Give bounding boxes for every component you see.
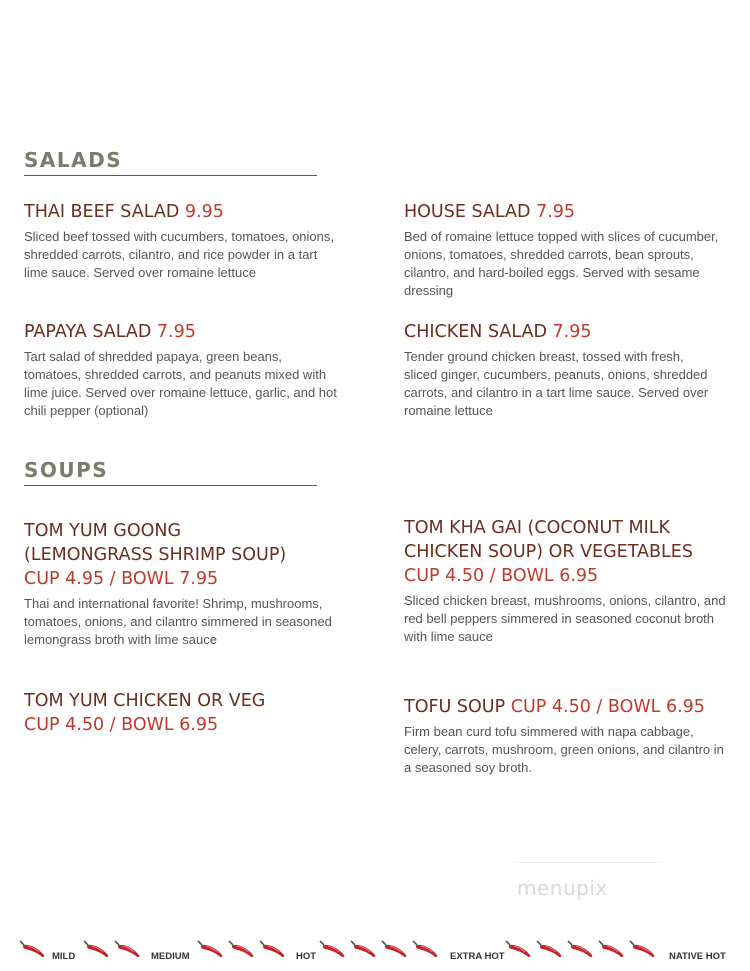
chili-icon	[506, 941, 530, 957]
soups-divider	[24, 485, 317, 486]
chili-icon	[84, 941, 108, 957]
heat-label-extra-hot: EXTRA HOT	[450, 951, 505, 962]
item-price: 9.95	[184, 202, 224, 222]
chili-icon	[320, 941, 344, 957]
item-name-line2: CHICKEN SOUP) OR VEGETABLES	[404, 542, 693, 562]
chili-icon	[351, 941, 375, 957]
heat-label-native-hot: NATIVE HOT	[669, 951, 726, 962]
chili-icon	[630, 941, 654, 957]
heat-scale-chilis	[0, 930, 750, 970]
item-name-line2: (LEMONGRASS SHRIMP SOUP)	[24, 545, 287, 565]
item-description: Sliced beef tossed with cucumbers, tomatoes, onions, shredded carrots, cilantro, and rice powder in a tart lime sauce. Served over romaine lettuce	[24, 229, 334, 280]
chili-icon	[382, 941, 406, 957]
item-name: TOM YUM CHICKEN OR VEG	[24, 691, 266, 711]
item-name: PAPAYA SALAD	[24, 322, 152, 342]
menu-item-tofu-soup	[404, 695, 734, 777]
menu-item-thai-beef-salad	[24, 200, 339, 282]
item-price: 7.95	[156, 322, 196, 342]
chili-icon	[568, 941, 592, 957]
item-name-line1: TOM KHA GAI (COCONUT MILK	[404, 518, 671, 538]
menu-item-house-salad	[404, 200, 719, 300]
heat-label-mild: MILD	[52, 951, 76, 962]
chili-icon	[115, 941, 139, 957]
watermark-logo: menupix	[517, 876, 608, 900]
item-description: Bed of romaine lettuce topped with slices of cucumber, onions, tomatoes, shredded carrots, bean sprouts, cilantro, and hard-boiled eggs. Served with sesame dressing	[404, 229, 719, 298]
item-price: CUP 4.50 / BOWL 6.95	[510, 697, 705, 717]
item-description: Sliced chicken breast, mushrooms, onions, cilantro, and red bell peppers simmered in seasoned coconut broth with lime sauce	[404, 593, 726, 644]
soups-heading: SOUPS	[24, 458, 109, 482]
chili-icon	[413, 941, 437, 957]
heat-label-medium: MEDIUM	[151, 951, 190, 962]
item-price: CUP 4.95 / BOWL 7.95	[24, 569, 219, 589]
heat-label-hot: HOT	[296, 951, 317, 962]
chili-icon	[537, 941, 561, 957]
item-price: 7.95	[536, 202, 576, 222]
menu-item-tom-yum-chicken	[24, 689, 339, 737]
item-description: Thai and international favorite! Shrimp, mushrooms, tomatoes, onions, and cilantro simmered in seasoned lemongrass broth with lime sauce	[24, 596, 332, 647]
item-name: TOFU SOUP	[404, 697, 506, 717]
item-price: 7.95	[552, 322, 592, 342]
chili-icon	[229, 941, 253, 957]
watermark-rule	[515, 862, 660, 863]
menu-item-tom-yum-goong	[24, 519, 339, 649]
item-name: THAI BEEF SALAD	[24, 202, 180, 222]
menu-item-chicken-salad	[404, 320, 719, 420]
salads-divider	[24, 175, 317, 176]
item-description: Firm bean curd tofu simmered with napa cabbage, celery, carrots, mushroom, green onions, and cilantro in a seasoned soy broth.	[404, 724, 724, 775]
item-name: CHICKEN SALAD	[404, 322, 547, 342]
chili-icon	[599, 941, 623, 957]
chili-icon	[198, 941, 222, 957]
item-price: CUP 4.50 / BOWL 6.95	[24, 715, 219, 735]
salads-heading: SALADS	[24, 148, 123, 172]
item-description: Tender ground chicken breast, tossed with fresh, sliced ginger, cucumbers, peanuts, onions, shredded carrots, and cilantro in a tart lime sauce. Served over romaine lettuce	[404, 349, 709, 418]
menu-item-tom-kha-gai	[404, 516, 734, 646]
item-name: HOUSE SALAD	[404, 202, 531, 222]
item-price: CUP 4.50 / BOWL 6.95	[404, 566, 599, 586]
item-description: Tart salad of shredded papaya, green beans, tomatoes, shredded carrots, and peanuts mixed with lime juice. Served over romaine lettuce, garlic, and hot chili pepper (optional)	[24, 349, 337, 418]
chili-icon	[20, 941, 44, 957]
menu-item-papaya-salad	[24, 320, 339, 420]
item-name-line1: TOM YUM GOONG	[24, 521, 182, 541]
chili-icon	[260, 941, 284, 957]
